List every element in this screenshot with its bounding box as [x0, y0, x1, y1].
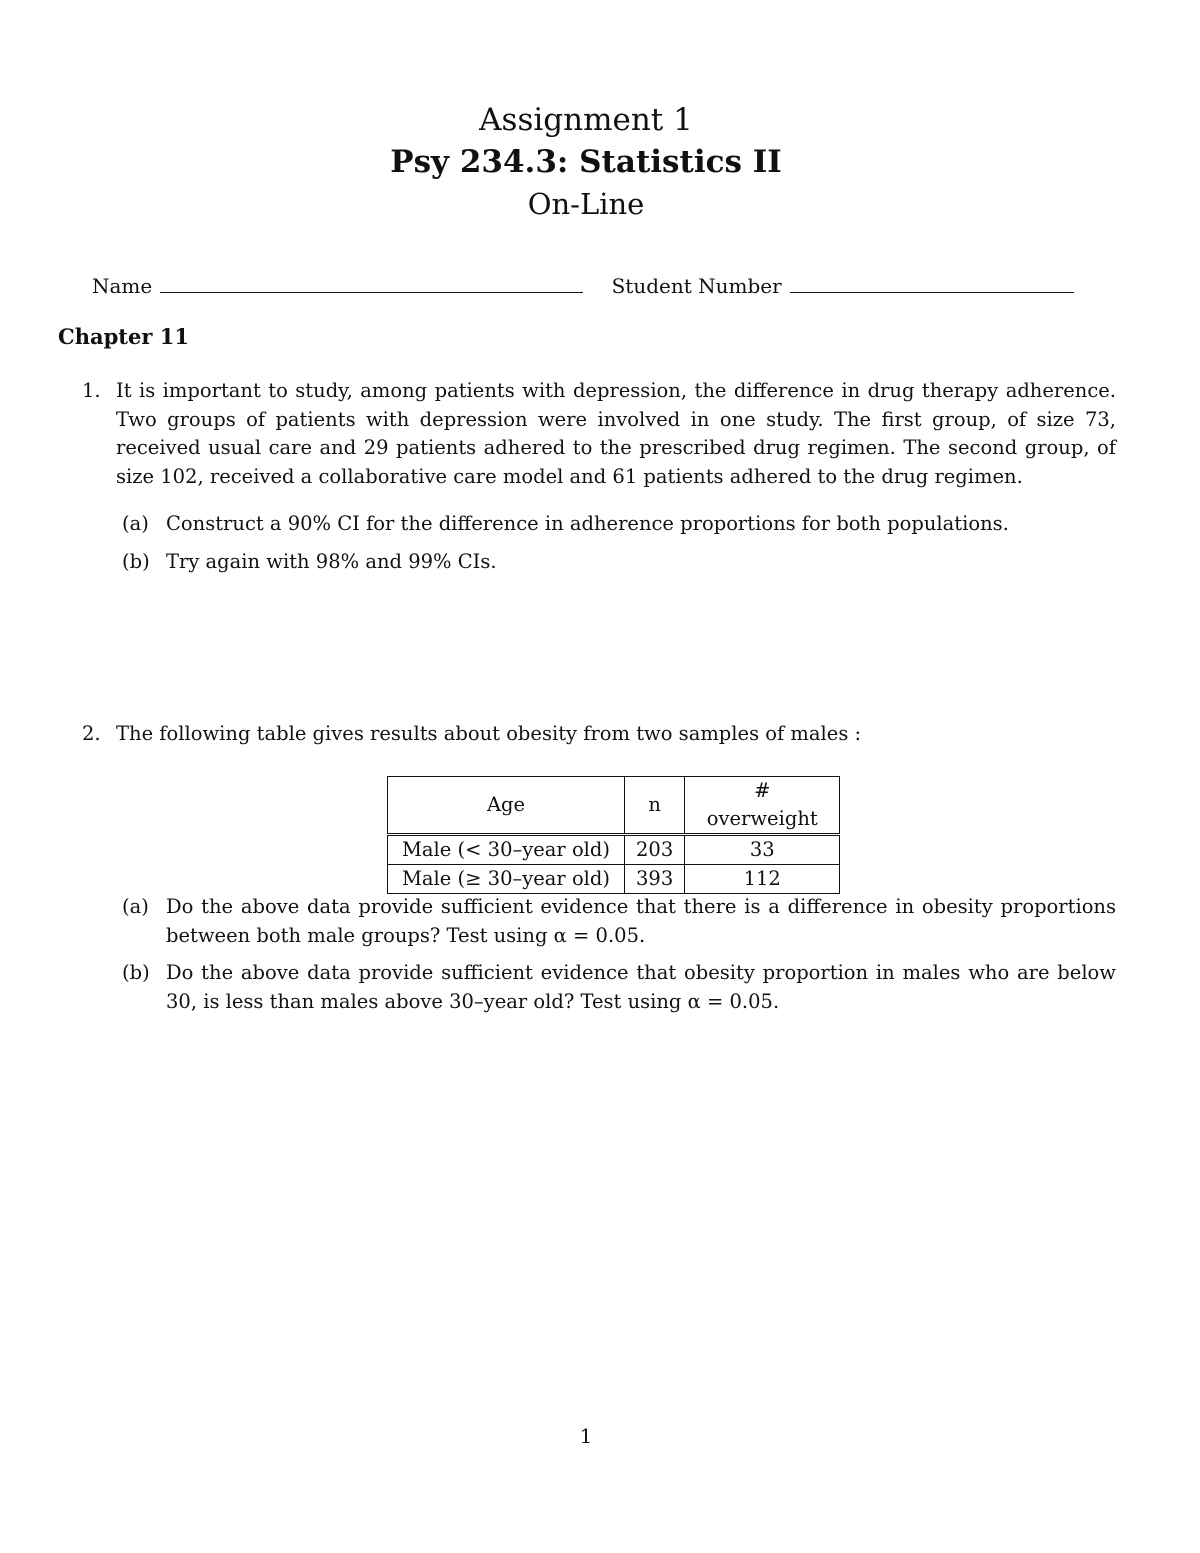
part-label: (a)	[122, 895, 149, 918]
title-block	[0, 100, 1172, 224]
page-number: 1	[579, 1424, 593, 1448]
question-text: The following table gives results about obesity from two samples of males :	[116, 722, 862, 745]
delivery-mode: On-Line	[527, 187, 645, 221]
obesity-table-wrapper	[387, 776, 840, 894]
table-cell-n: 393	[625, 865, 685, 894]
part-text: Construct a 90% CI for the difference in adherence proportions for both populations.	[166, 512, 1009, 535]
table-header-row	[388, 777, 840, 835]
table-row	[388, 835, 840, 865]
question-number: 1.	[82, 379, 101, 402]
question-1	[82, 377, 1116, 491]
table-row	[388, 865, 840, 894]
column-header-age: Age	[388, 777, 625, 835]
chapter-heading: Chapter 11	[58, 324, 189, 349]
obesity-table	[387, 776, 840, 894]
question-2-part-b	[122, 959, 1116, 1016]
part-text: Try again with 98% and 99% CIs.	[166, 550, 497, 573]
part-text: Do the above data provide sufficient evidence that there is a difference in obesity proportions between both male groups? Test using α = 0.05.	[166, 895, 1116, 947]
column-header-overweight: # overweight	[685, 777, 840, 835]
course-title: Psy 234.3: Statistics II	[390, 144, 782, 180]
part-label: (a)	[122, 512, 149, 535]
question-2	[82, 720, 1116, 749]
student-number-blank-line[interactable]	[790, 270, 1074, 293]
table-cell-age: Male (< 30–year old)	[388, 835, 625, 865]
name-label: Name	[92, 274, 153, 298]
question-number: 2.	[82, 722, 101, 745]
question-text: It is important to study, among patients with depression, the difference in drug therapy adherence. Two groups of patients with depression were involved in one study. The first group, of size 73, received usual care and 29 patients adhered to the prescribed drug regimen. The second group, of size 102, received a collaborative care model and 61 patients adhered to the drug regimen.	[116, 379, 1116, 488]
part-text: Do the above data provide sufficient evidence that obesity proportion in males who are below 30, is less than males above 30–year old? Test using α = 0.05.	[166, 961, 1116, 1013]
table-cell-overweight: 112	[685, 865, 840, 894]
part-label: (b)	[122, 550, 150, 573]
table-cell-age: Male (≥ 30–year old)	[388, 865, 625, 894]
name-blank-line[interactable]	[160, 270, 583, 293]
assignment-title: Assignment 1	[479, 102, 693, 138]
student-number-label: Student Number	[611, 274, 782, 298]
table-cell-n: 203	[625, 835, 685, 865]
student-info-row	[92, 270, 1074, 301]
table-cell-overweight: 33	[685, 835, 840, 865]
question-1-part-a	[122, 510, 1116, 539]
part-label: (b)	[122, 961, 150, 984]
question-1-part-b	[122, 548, 1116, 577]
column-header-n: n	[625, 777, 685, 835]
question-2-part-a	[122, 893, 1116, 950]
